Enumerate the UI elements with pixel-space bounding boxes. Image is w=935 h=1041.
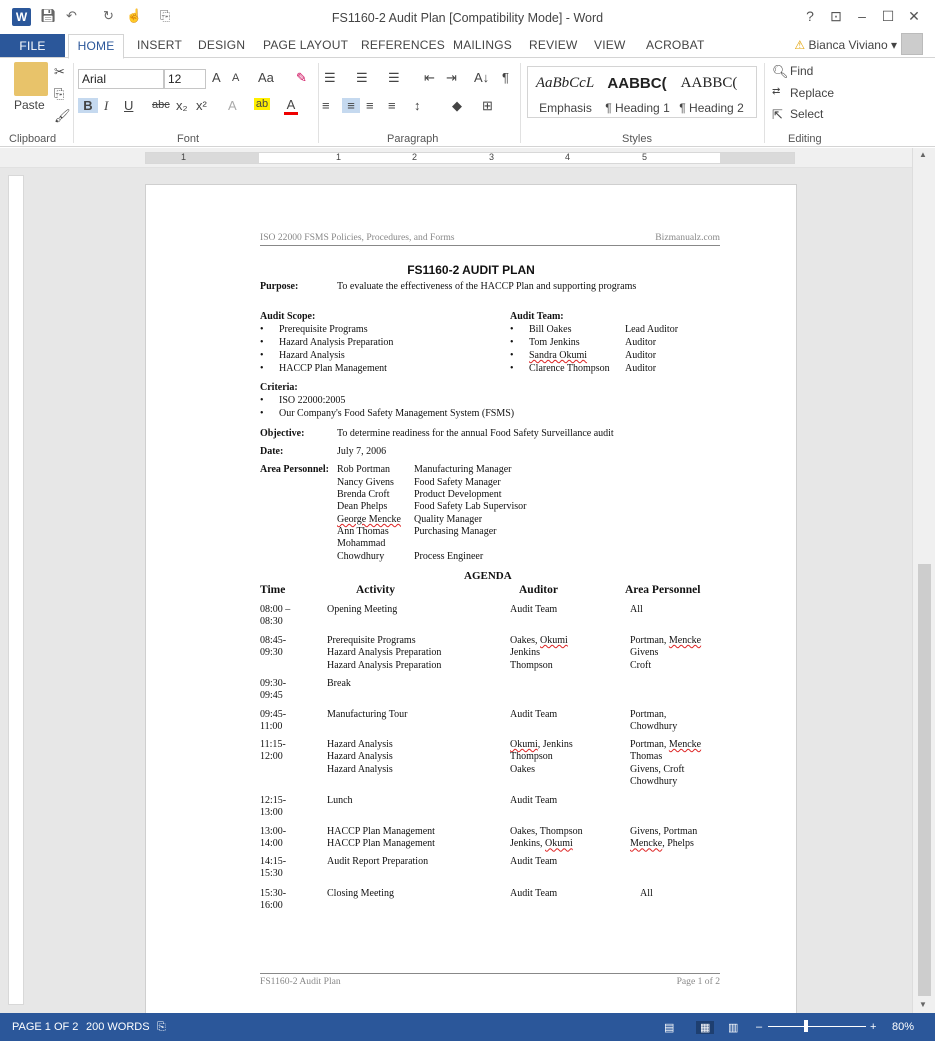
criteria-item: • ISO 22000:2005 [279,395,345,406]
tab-references[interactable]: REFERENCES [361,38,446,52]
underline-button[interactable]: U [124,98,134,113]
scope-item: • HACCP Plan Management [279,363,387,374]
align-left-icon[interactable]: ≡ [322,98,330,113]
borders-icon[interactable]: ⊞ [482,98,493,113]
style-emphasis-label[interactable]: Emphasis [539,101,592,115]
agenda-activity-cell: Hazard Analysis Preparation [327,647,442,659]
personnel-name: George Mencke [337,514,401,525]
agenda-activity-cell: HACCP Plan Management [327,838,435,850]
align-right-icon[interactable]: ≡ [366,98,374,113]
purpose-text: To evaluate the effectiveness of the HACCP Plan and supporting programs [337,281,637,292]
document-page[interactable] [145,184,797,1014]
team-member: • Bill Oakes [529,324,572,335]
agenda-activity-cell: Audit Report Preparation [327,856,429,867]
purpose-label: Purpose: [260,281,299,292]
agenda-time-cell: 08:00 – [260,604,291,615]
font-group-label: Font [177,133,200,145]
ruler-margin-right [720,153,794,163]
agenda-title: AGENDA [464,570,512,582]
personnel-role: Product Development [414,489,502,500]
superscript-button[interactable]: x² [196,98,207,113]
paste-button[interactable]: Paste [14,98,45,112]
undo-icon[interactable]: ↶ [66,8,77,23]
styles-group-label: Styles [622,133,652,145]
proofing-icon[interactable]: ⎘ [157,1021,166,1033]
tab-acrobat[interactable]: ACROBAT [646,38,705,52]
team-role: Auditor [625,337,657,348]
agenda-personnel-cell: Givens, Portman [630,826,698,837]
agenda-activity-cell: Hazard Analysis [327,739,393,750]
objective-text: To determine readiness for the annual Food Safety Surveillance audit [337,428,614,439]
tab-view[interactable]: VIEW [594,38,626,52]
personnel-name: Ann Thomas [337,526,389,537]
scroll-up-icon[interactable]: ▲ [919,150,927,159]
read-mode-icon[interactable]: ▤ [664,1022,675,1034]
personnel-name: Chowdhury [337,551,385,562]
tab-insert[interactable]: INSERT [137,38,182,52]
print-layout-icon[interactable]: ▦ [696,1021,714,1034]
agenda-activity-cell: Break [327,678,351,689]
agenda-time-cell: 12:15- [260,795,287,806]
zoom-slider-handle[interactable] [804,1020,808,1032]
shading-icon[interactable]: ◆ [452,98,462,113]
agenda-auditor-cell: Audit Team [510,888,558,899]
agenda-activity-cell: Manufacturing Tour [327,709,408,720]
scope-item: • Hazard Analysis Preparation [279,337,393,348]
ruler-number: 3 [489,152,495,162]
text-effects-icon[interactable]: A [228,98,237,113]
page-header [260,232,720,246]
team-member: • Tom Jenkins [529,337,580,348]
touch-mode-icon[interactable]: ☝ [126,8,143,23]
agenda-time-cell: 13:00- [260,826,287,837]
horizontal-ruler[interactable] [0,148,935,168]
team-role: Lead Auditor [625,324,679,335]
style-heading1-preview[interactable]: AABBC( [607,75,667,92]
agenda-time-cell: 08:30 [260,616,283,628]
divider [318,63,319,143]
minimize-button[interactable]: – [858,8,866,24]
agenda-auditor-cell: Thompson [510,751,553,763]
zoom-slider[interactable] [768,1026,866,1027]
word-app-icon[interactable]: W [12,8,31,26]
team-label: Audit Team: [510,311,564,322]
avatar[interactable] [901,33,923,55]
multilevel-list-icon[interactable]: ☰ [388,70,400,85]
personnel-name: Rob Portman [337,464,391,475]
personnel-name: Brenda Croft [337,489,390,500]
style-emphasis-preview[interactable]: AaBbCcL [535,75,595,91]
agenda-auditor-cell: Oakes, Thompson [510,826,583,837]
zoom-level[interactable]: 80% [892,1021,915,1033]
tab-mailings[interactable]: MAILINGS [453,38,512,52]
ribbon [0,57,935,147]
editing-group-label: Editing [788,133,822,145]
numbering-icon[interactable]: ☰ [356,70,368,85]
clear-formatting-icon[interactable]: ✎ [296,70,307,85]
divider [764,63,765,143]
divider [520,63,521,143]
user-account[interactable]: ⚠ Bianca Viviano ▾ [794,38,897,52]
date-text: July 7, 2006 [337,446,387,457]
agenda-time-cell: 14:15- [260,856,287,867]
change-case-button[interactable]: Aa [258,70,274,85]
clipboard-group-label: Clipboard [9,133,57,145]
justify-icon[interactable]: ≡ [388,98,396,113]
personnel-name: Nancy Givens [337,477,394,488]
window-title: FS1160-2 Audit Plan [Compatibility Mode] - Word [331,11,604,25]
font-color-icon[interactable]: A [284,98,298,115]
agenda-personnel-cell: Thomas [630,751,663,763]
scope-item: • Hazard Analysis [279,350,345,361]
subscript-button[interactable]: x₂ [176,98,188,113]
font-family-select[interactable]: Arial [78,69,164,89]
show-marks-button[interactable]: ¶ [502,70,509,85]
agenda-activity-cell: Lunch [327,795,353,806]
agenda-personnel-cell: Mencke, Phelps [630,838,694,850]
close-button[interactable]: ✕ [908,8,920,24]
agenda-activity-cell: Closing Meeting [327,888,394,899]
agenda-personnel-cell: Portman, Mencke [630,635,702,646]
personnel-role: Quality Manager [414,514,483,525]
agenda-personnel-cell: Givens, Croft [630,763,685,775]
ruler-margin-left [146,153,259,163]
objective-label: Objective: [260,428,305,439]
ribbon-tabs [0,34,935,58]
agenda-personnel-cell: Chowdhury [630,776,678,788]
agenda-auditor-cell: Audit Team [510,856,558,867]
ruler-number: 1 [181,152,187,162]
agenda-auditor-cell: Audit Team [510,604,558,615]
shrink-font-button[interactable]: A [232,72,240,84]
agenda-auditor-cell: Thompson [510,659,553,671]
footer-left: FS1160-2 Audit Plan [260,976,341,987]
personnel-role: Process Engineer [414,551,484,562]
agenda-time-cell: 12:00 [260,751,283,763]
align-center-icon[interactable]: ≡ [342,98,360,113]
agenda-personnel-cell: All [630,604,643,615]
agenda-time-cell: 15:30- [260,888,287,899]
agenda-personnel-cell: Chowdhury [630,721,678,733]
agenda-personnel-cell: Croft [630,659,652,671]
agenda-auditor-cell: Oakes, Okumi [510,635,568,646]
header-right: Bizmanualz.com [655,232,720,243]
ruler-number: 5 [642,152,648,162]
team-member: • Clarence Thompson [529,363,610,374]
personnel-name: Dean Phelps [337,501,388,512]
agenda-auditor-cell: Okumi, Jenkins [510,739,573,750]
find-icon[interactable]: 🔍︎ [772,64,789,79]
team-role: Auditor [625,350,657,361]
agenda-header-time: Time [260,584,286,596]
divider [73,63,74,143]
select-icon[interactable]: ⇱ [772,107,783,122]
style-heading2-preview[interactable]: AABBC( [680,75,738,91]
agenda-auditor-cell: Audit Team [510,709,558,720]
agenda-activity-cell: HACCP Plan Management [327,826,435,837]
select-button[interactable]: Select [790,107,824,121]
agenda-personnel-cell: All [640,888,653,899]
agenda-personnel-cell: Portman, Mencke [630,739,702,750]
agenda-time-cell: 13:00 [260,807,283,819]
agenda-activity-cell: Hazard Analysis [327,751,393,763]
page-footer [260,973,720,987]
maximize-button[interactable]: ☐ [881,8,895,24]
team-role: Auditor [625,363,657,374]
bold-button[interactable]: B [78,98,98,113]
agenda-activity-cell: Opening Meeting [327,604,398,615]
user-name: Bianca Viviano [808,38,888,52]
agenda-time-cell: 15:30 [260,868,283,880]
scope-item: • Prerequisite Programs [279,324,368,335]
personnel-name: Mohammad [337,538,386,549]
personnel-role: Manufacturing Manager [414,464,512,475]
quick-access-icon[interactable]: ⎘ [160,8,171,23]
title-bar [0,0,935,34]
agenda-auditor-cell: Jenkins [510,647,540,659]
tab-review[interactable]: REVIEW [529,38,578,52]
sort-button[interactable]: A↓ [474,70,490,85]
agenda-header-personnel: Area Personnel [625,584,701,596]
agenda-auditor-cell: Jenkins, Okumi [510,838,573,850]
copy-icon[interactable]: ⎘ [54,86,65,101]
web-layout-icon[interactable]: ▥ [728,1022,739,1034]
redo-icon[interactable]: ↻ [103,8,114,23]
strikethrough-button[interactable]: abc [152,99,170,111]
agenda-time-cell: 09:30- [260,678,287,689]
agenda-activity-cell: Prerequisite Programs [327,635,416,646]
ruler-number: 1 [336,152,342,162]
replace-button[interactable]: Replace [790,86,835,100]
ribbon-display-icon[interactable]: ⊡ [830,8,842,24]
italic-button[interactable]: I [104,98,109,113]
scrollbar-thumb[interactable] [918,564,931,996]
agenda-time-cell: 09:45 [260,690,283,702]
agenda-activity-cell: Hazard Analysis [327,763,393,775]
criteria-label: Criteria: [260,382,298,393]
personnel-role: Food Safety Lab Supervisor [414,501,527,512]
grow-font-button[interactable]: A [212,70,221,85]
tab-file[interactable]: FILE [0,34,65,58]
agenda-header-auditor: Auditor [519,584,558,596]
line-spacing-icon[interactable]: ↕ [414,98,421,113]
help-icon[interactable]: ? [806,8,814,24]
zoom-in-icon[interactable]: + [870,1021,877,1033]
agenda-auditor-cell: Audit Team [510,795,558,806]
agenda-time-cell: 11:15- [260,739,286,750]
agenda-auditor-cell: Oakes [510,763,535,775]
team-member: • Sandra Okumi [529,350,587,361]
personnel-role: Purchasing Manager [414,526,497,537]
replace-icon[interactable]: ⇄ [772,86,781,97]
date-label: Date: [260,446,284,457]
document-canvas [0,168,912,1013]
agenda-time-cell: 16:00 [260,900,283,912]
save-icon[interactable]: 💾︎ [40,8,57,23]
find-button[interactable]: Find [790,64,814,78]
decrease-indent-icon[interactable]: ⇤ [424,70,435,85]
agenda-header-activity: Activity [356,584,395,596]
footer-right: Page 1 of 2 [676,976,720,987]
agenda-time-cell: 14:00 [260,838,283,850]
styles-gallery [527,66,757,118]
cut-icon[interactable]: ✂ [54,64,65,79]
ruler-number: 4 [565,152,571,162]
agenda-activity-cell: Hazard Analysis Preparation [327,659,442,671]
style-heading2-label[interactable]: ¶ Heading 2 [679,101,744,115]
tab-design[interactable]: DESIGN [198,38,246,52]
agenda-personnel-cell: Portman, [630,709,667,720]
scroll-down-icon[interactable]: ▼ [919,1000,927,1009]
document-title: FS1160-2 AUDIT PLAN [407,263,535,277]
format-painter-icon[interactable]: 🖌︎ [54,108,71,123]
bullets-icon[interactable]: ☰ [324,70,336,85]
criteria-item: • Our Company's Food Safety Management System (FSMS) [279,408,514,419]
tab-home[interactable]: HOME [68,34,124,59]
vertical-scrollbar[interactable] [912,148,935,1013]
style-heading1-label[interactable]: ¶ Heading 1 [605,101,670,115]
increase-indent-icon[interactable]: ⇥ [446,70,457,85]
agenda-time-cell: 09:30 [260,647,283,659]
word-count[interactable]: 200 WORDS [86,1021,150,1033]
agenda-time-cell: 09:45- [260,709,287,720]
tab-page-layout[interactable]: PAGE LAYOUT [263,38,349,52]
header-left: ISO 22000 FSMS Policies, Procedures, and Forms [260,232,455,243]
warning-icon: ⚠ [794,38,809,52]
personnel-role: Food Safety Manager [414,477,501,488]
scope-label: Audit Scope: [260,311,316,322]
ruler-number: 2 [412,152,418,162]
paragraph-group-label: Paragraph [387,133,439,145]
agenda-personnel-cell: Givens [630,647,659,659]
highlight-icon[interactable]: ab [255,98,269,110]
font-size-select[interactable]: 12 [164,69,206,89]
agenda-time-cell: 11:00 [260,721,283,733]
paste-icon[interactable] [14,62,48,96]
agenda-time-cell: 08:45- [260,635,287,646]
ruler-track [145,152,795,164]
personnel-label: Area Personnel: [260,464,329,475]
page-count[interactable]: PAGE 1 OF 2 [12,1021,79,1033]
vertical-ruler[interactable] [8,175,24,1005]
zoom-out-icon[interactable]: – [756,1021,763,1033]
status-bar [0,1013,935,1041]
